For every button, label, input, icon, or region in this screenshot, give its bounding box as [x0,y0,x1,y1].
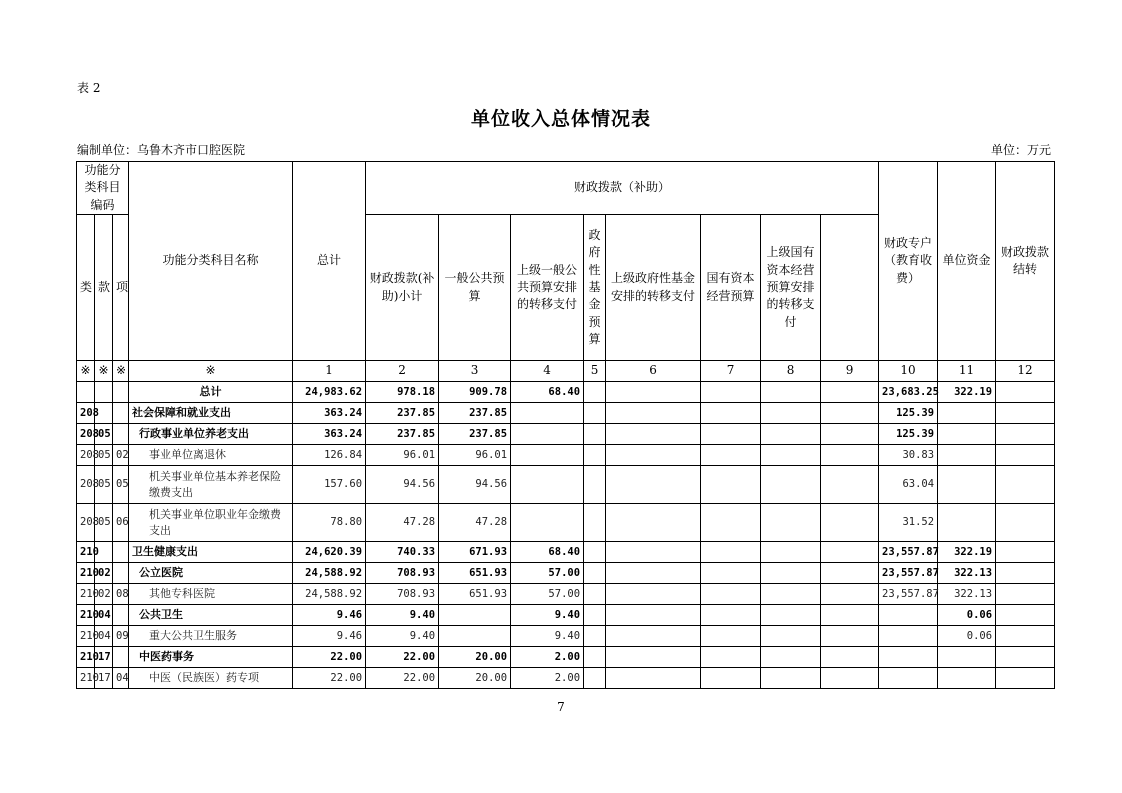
value-cell: 322.13 [938,584,996,605]
header-fiscal-carryover: 财政拨款结转 [996,162,1055,361]
value-cell: 978.18 [366,382,439,403]
value-cell: 23,557.87 [879,563,938,584]
column-index-cell: 2 [366,361,439,382]
value-cell: 125.39 [879,424,938,445]
value-cell [606,403,701,424]
column-index-cell: ※ [95,361,113,382]
value-cell [606,424,701,445]
value-cell: 0.06 [938,626,996,647]
value-cell: 708.93 [366,584,439,605]
column-index-cell: ※ [113,361,129,382]
table-row [77,382,1055,403]
value-cell: 22.00 [293,668,366,689]
value-cell: 24,983.62 [293,382,366,403]
header-state-capital-budget: 国有资本经营预算 [701,215,761,361]
value-cell [701,626,761,647]
value-cell [761,626,821,647]
value-cell [879,605,938,626]
value-cell: 94.56 [366,466,439,504]
value-cell [996,403,1055,424]
value-cell [996,466,1055,504]
value-cell [606,668,701,689]
column-index-cell: 3 [439,361,511,382]
value-cell [761,445,821,466]
code-xiang: 05 [113,466,129,504]
item-name: 重大公共卫生服务 [129,626,293,647]
value-cell [996,626,1055,647]
header-fiscal-subtotal: 财政拨款(补助)小计 [366,215,439,361]
column-index-cell: 1 [293,361,366,382]
page-title: 单位收入总体情况表 [470,108,651,130]
header-upper-fund-transfer: 上级政府性基金安排的转移支付 [606,215,701,361]
item-name: 卫生健康支出 [129,542,293,563]
code-lei: 210 [77,563,95,584]
value-cell: 651.93 [439,563,511,584]
value-cell [439,626,511,647]
value-cell [584,668,606,689]
value-cell: 68.40 [511,382,584,403]
value-cell [821,466,879,504]
value-cell [761,647,821,668]
value-cell: 22.00 [366,647,439,668]
value-cell: 237.85 [366,424,439,445]
code-lei: 210 [77,605,95,626]
value-cell [584,647,606,668]
value-cell [606,445,701,466]
value-cell [761,382,821,403]
value-cell [938,466,996,504]
value-cell: 23,557.87 [879,584,938,605]
column-index-cell: 11 [938,361,996,382]
value-cell: 671.93 [439,542,511,563]
item-name: 社会保障和就业支出 [129,403,293,424]
value-cell: 94.56 [439,466,511,504]
code-kuan: 17 [95,668,113,689]
value-cell [606,563,701,584]
value-cell [938,647,996,668]
value-cell [761,403,821,424]
header-total: 总计 [293,162,366,361]
value-cell [821,584,879,605]
currency-unit: 单位：万元 [990,143,1051,157]
item-name: 机关事业单位职业年金缴费支出 [129,504,293,542]
value-cell: 237.85 [439,424,511,445]
column-index-cell: ※ [129,361,293,382]
column-index-cell: 6 [606,361,701,382]
code-xiang: 04 [113,668,129,689]
value-cell [439,605,511,626]
header-func-code: 功能分类科目编码 [77,162,129,215]
code-xiang: 02 [113,445,129,466]
value-cell: 9.40 [511,605,584,626]
code-lei [77,382,95,403]
value-cell [996,504,1055,542]
code-lei: 210 [77,626,95,647]
value-cell [879,626,938,647]
value-cell [584,382,606,403]
value-cell [511,403,584,424]
value-cell [701,542,761,563]
value-cell [701,382,761,403]
code-xiang [113,647,129,668]
header-upper-capital-transfer: 上级国有资本经营预算安排的转移支付 [761,215,821,361]
compiling-unit: 编制单位：乌鲁木齐市口腔医院 [77,143,246,157]
value-cell [584,563,606,584]
value-cell [821,382,879,403]
code-kuan: 02 [95,563,113,584]
code-xiang: 08 [113,584,129,605]
item-name: 中医（民族医）药专项 [129,668,293,689]
value-cell: 322.13 [938,563,996,584]
code-lei: 208 [77,504,95,542]
column-index-row [77,361,1055,382]
value-cell [584,466,606,504]
header-special-fund: 财政专户（教育收费） [879,162,938,361]
header-xiang: 项 [113,215,129,361]
code-lei: 210 [77,668,95,689]
page-number: 7 [557,700,565,714]
value-cell [821,424,879,445]
value-cell [606,504,701,542]
value-cell: 2.00 [511,668,584,689]
value-cell [584,605,606,626]
value-cell: 740.33 [366,542,439,563]
value-cell [584,424,606,445]
value-cell: 57.00 [511,563,584,584]
value-cell: 68.40 [511,542,584,563]
value-cell [701,424,761,445]
value-cell [701,445,761,466]
value-cell [761,542,821,563]
value-cell: 47.28 [366,504,439,542]
code-xiang: 09 [113,626,129,647]
column-index-cell: 4 [511,361,584,382]
table-row [77,668,1055,689]
value-cell [821,504,879,542]
table-row [77,626,1055,647]
table-row [77,504,1055,542]
value-cell: 22.00 [366,668,439,689]
code-kuan: 04 [95,605,113,626]
value-cell [606,605,701,626]
code-lei: 208 [77,403,95,424]
value-cell [511,466,584,504]
code-kuan: 02 [95,584,113,605]
value-cell: 322.19 [938,542,996,563]
code-xiang [113,563,129,584]
item-name: 行政事业单位养老支出 [129,424,293,445]
value-cell [701,466,761,504]
value-cell: 24,620.39 [293,542,366,563]
code-lei: 208 [77,466,95,504]
value-cell [821,605,879,626]
table-row [77,466,1055,504]
code-lei: 208 [77,424,95,445]
code-kuan: 05 [95,504,113,542]
header-fiscal-group: 财政拨款（补助） [366,162,879,215]
table-row [77,403,1055,424]
value-cell: 20.00 [439,668,511,689]
value-cell [821,563,879,584]
value-cell [938,403,996,424]
value-cell [584,403,606,424]
value-cell: 57.00 [511,584,584,605]
value-cell [938,504,996,542]
column-index-cell: 10 [879,361,938,382]
value-cell [996,605,1055,626]
value-cell [701,647,761,668]
value-cell: 78.80 [293,504,366,542]
value-cell [511,424,584,445]
value-cell: 63.04 [879,466,938,504]
table-row [77,445,1055,466]
code-kuan [95,382,113,403]
value-cell [938,424,996,445]
value-cell: 47.28 [439,504,511,542]
column-index-cell: 7 [701,361,761,382]
value-cell [701,605,761,626]
value-cell [761,563,821,584]
value-cell [761,605,821,626]
code-kuan: 04 [95,626,113,647]
value-cell: 708.93 [366,563,439,584]
value-cell: 96.01 [366,445,439,466]
column-index-cell: 8 [761,361,821,382]
value-cell: 322.19 [938,382,996,403]
code-lei: 210 [77,542,95,563]
value-cell [996,542,1055,563]
value-cell: 909.78 [439,382,511,403]
value-cell [584,445,606,466]
value-cell [606,466,701,504]
value-cell [996,424,1055,445]
value-cell: 23,683.25 [879,382,938,403]
value-cell: 237.85 [366,403,439,424]
header-func-name: 功能分类科目名称 [129,162,293,361]
value-cell [996,668,1055,689]
value-cell [821,445,879,466]
value-cell [996,584,1055,605]
value-cell: 31.52 [879,504,938,542]
header-unit-fund: 单位资金 [938,162,996,361]
header-upper-general-transfer: 上级一般公共预算安排的转移支付 [511,215,584,361]
value-cell [761,584,821,605]
value-cell [821,403,879,424]
column-index-cell: ※ [77,361,95,382]
header-kuan: 款 [95,215,113,361]
value-cell: 24,588.92 [293,584,366,605]
header-gov-fund-budget: 政府性基金预算 [584,215,606,361]
value-cell: 125.39 [879,403,938,424]
code-lei: 208 [77,445,95,466]
table-row [77,424,1055,445]
header-general-budget: 一般公共预算 [439,215,511,361]
table-row [77,584,1055,605]
column-index-cell: 9 [821,361,879,382]
value-cell: 9.40 [366,626,439,647]
code-xiang [113,403,129,424]
code-xiang [113,424,129,445]
value-cell: 9.40 [511,626,584,647]
value-cell: 2.00 [511,647,584,668]
value-cell [606,626,701,647]
value-cell [996,445,1055,466]
value-cell [606,382,701,403]
value-cell [996,382,1055,403]
code-lei: 210 [77,647,95,668]
item-name: 事业单位离退休 [129,445,293,466]
value-cell [996,647,1055,668]
value-cell: 651.93 [439,584,511,605]
value-cell: 126.84 [293,445,366,466]
code-lei: 210 [77,584,95,605]
item-name: 公立医院 [129,563,293,584]
value-cell [606,542,701,563]
value-cell [584,626,606,647]
value-cell [701,504,761,542]
value-cell [584,504,606,542]
value-cell: 24,588.92 [293,563,366,584]
value-cell: 23,557.87 [879,542,938,563]
value-cell [821,647,879,668]
value-cell [879,647,938,668]
table-row [77,563,1055,584]
value-cell [996,563,1055,584]
item-name: 其他专科医院 [129,584,293,605]
value-cell: 9.40 [366,605,439,626]
table-row [77,647,1055,668]
value-cell [938,445,996,466]
value-cell: 363.24 [293,403,366,424]
code-xiang [113,542,129,563]
column-index-cell: 12 [996,361,1055,382]
item-name: 机关事业单位基本养老保险缴费支出 [129,466,293,504]
value-cell: 157.60 [293,466,366,504]
table-row [77,605,1055,626]
value-cell [606,647,701,668]
value-cell [701,403,761,424]
value-cell: 0.06 [938,605,996,626]
value-cell [701,668,761,689]
value-cell: 9.46 [293,626,366,647]
value-cell: 9.46 [293,605,366,626]
code-kuan: 17 [95,647,113,668]
value-cell [606,584,701,605]
code-xiang [113,605,129,626]
value-cell [761,668,821,689]
value-cell [761,466,821,504]
code-kuan: 05 [95,445,113,466]
code-xiang [113,382,129,403]
value-cell [821,668,879,689]
value-cell [761,504,821,542]
value-cell: 20.00 [439,647,511,668]
value-cell [938,668,996,689]
value-cell [879,668,938,689]
item-name: 总计 [129,382,293,403]
value-cell [511,504,584,542]
header-lei: 类 [77,215,95,361]
value-cell [511,445,584,466]
value-cell: 30.83 [879,445,938,466]
value-cell: 237.85 [439,403,511,424]
code-xiang: 06 [113,504,129,542]
table-row [77,542,1055,563]
value-cell: 96.01 [439,445,511,466]
value-cell: 363.24 [293,424,366,445]
item-name: 公共卫生 [129,605,293,626]
value-cell [821,626,879,647]
code-kuan: 05 [95,466,113,504]
value-cell [821,542,879,563]
table-number: 表 2 [77,81,101,95]
code-kuan: 05 [95,424,113,445]
value-cell [701,584,761,605]
value-cell: 22.00 [293,647,366,668]
income-summary-table [76,161,1055,689]
column-index-cell: 5 [584,361,606,382]
value-cell [584,542,606,563]
value-cell [584,584,606,605]
value-cell [761,424,821,445]
item-name: 中医药事务 [129,647,293,668]
value-cell [701,563,761,584]
